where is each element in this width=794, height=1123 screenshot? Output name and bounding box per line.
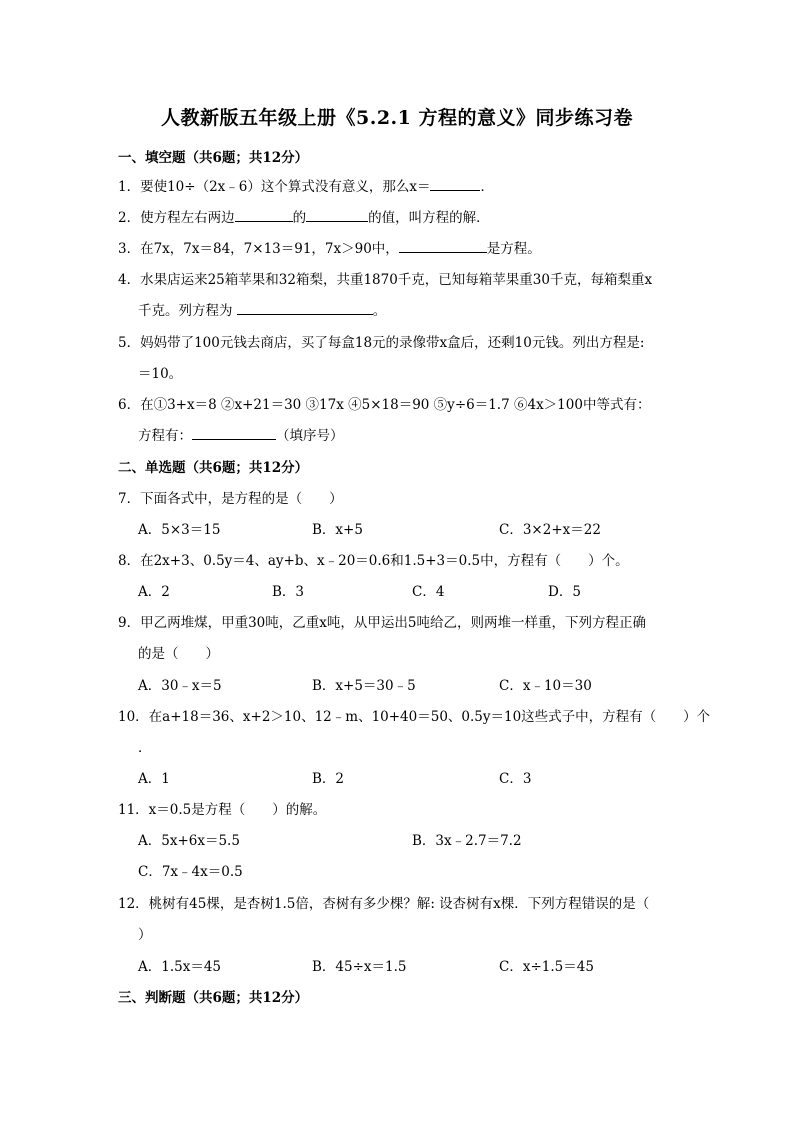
option-8-a[interactable]: A．2 [138, 584, 170, 600]
question-4-end: 。 [372, 303, 387, 319]
question-3 [118, 237, 541, 257]
option-11-b[interactable]: B．3x﹣2.7＝7.2 [412, 833, 522, 849]
option-10-c[interactable]: C．3 [499, 771, 532, 787]
question-9-line-2: 的是（ ） [138, 646, 219, 662]
question-2 [118, 206, 490, 226]
question-4-line-1: 4．水果店运来25箱苹果和32箱梨，共重1870千克，已知每箱苹果重30千克，每箱梨重x [118, 272, 653, 288]
question-2-text: 2．使方程左右两边 [118, 210, 235, 226]
question-6-line-2 [138, 424, 344, 444]
question-5-line-2: ＝10。 [138, 366, 183, 382]
option-8-b[interactable]: B．3 [272, 584, 305, 600]
question-4-text: 千克。列方程为 [138, 303, 237, 319]
option-12-a[interactable]: A．1.5x＝45 [138, 959, 222, 975]
section-single-choice: 二、单选题（共6题；共12分） [118, 460, 309, 476]
question-1 [118, 175, 494, 195]
option-7-b[interactable]: B．x+5 [312, 522, 363, 538]
option-12-b[interactable]: B．45÷x＝1.5 [312, 959, 407, 975]
question-11: 11．x＝0.5是方程（ ）的解。 [118, 802, 327, 818]
option-7-c[interactable]: C．3×2+x＝22 [499, 522, 601, 538]
question-5-line-1: 5．妈妈带了100元钱去商店，买了每盒18元的录像带x盒后，还剩10元钱。列出方程是: [118, 335, 645, 351]
question-6-end: （填序号） [276, 428, 344, 444]
question-6-line-1: 6．在①3+x＝8 ②x+21＝30 ③17x ④5×18＝90 ⑤y÷6＝1.7 ⑥4x＞100中等式有： [118, 397, 651, 413]
option-10-a[interactable]: A．1 [138, 771, 170, 787]
section-true-false: 三、判断题（共6题；共12分） [118, 990, 309, 1006]
question-10-line-2: ． [138, 740, 152, 756]
option-10-b[interactable]: B．2 [312, 771, 345, 787]
answer-blank[interactable] [306, 207, 368, 222]
option-9-a[interactable]: A．30﹣x＝5 [138, 678, 222, 694]
option-12-c[interactable]: C．x÷1.5＝45 [499, 959, 594, 975]
question-9-line-1: 9．甲乙两堆煤，甲重30吨，乙重x吨，从甲运出5吨给乙，则两堆一样重，下列方程正确 [118, 615, 646, 631]
question-12-line-2: ） [138, 927, 152, 943]
option-8-d[interactable]: D．5 [548, 584, 581, 600]
question-1-end: ． [480, 179, 494, 195]
option-11-a[interactable]: A．5x+6x＝5.5 [138, 833, 240, 849]
answer-blank[interactable] [192, 425, 276, 440]
option-9-b[interactable]: B．x+5＝30﹣5 [312, 678, 416, 694]
document-title: 人教新版五年级上册《5.2.1 方程的意义》同步练习卷 [160, 107, 633, 129]
answer-blank[interactable] [399, 238, 487, 253]
answer-blank[interactable] [237, 300, 373, 315]
section-fill-blank: 一、填空题（共6题；共12分） [118, 150, 309, 166]
option-8-c[interactable]: C．4 [412, 584, 445, 600]
question-2-mid: 的 [292, 210, 307, 226]
question-4-line-2 [138, 299, 386, 319]
question-6-text: 方程有： [138, 428, 192, 444]
question-10-line-1: 10．在a+18＝36、x+2＞10、12﹣m、10+40＝50、0.5y＝10这些式子中，方程有（ ）个 [118, 709, 711, 725]
question-2-end: 的值，叫方程的解． [368, 210, 490, 226]
option-9-c[interactable]: C．x﹣10＝30 [499, 678, 592, 694]
question-8: 8．在2x+3、0.5y＝4、ay+b、x﹣20＝0.6和1.5+3＝0.5中，方程有（ ）个。 [118, 553, 629, 569]
question-12-line-1: 12．桃树有45棵，是杏树1.5倍，杏树有多少棵？解: 设杏树有x棵．下列方程错误的是（ [118, 896, 650, 912]
question-3-text: 3．在7x，7x＝84，7×13＝91，7x＞90中， [118, 241, 399, 257]
question-3-end: 是方程。 [486, 241, 541, 257]
option-7-a[interactable]: A．5×3＝15 [138, 522, 221, 538]
answer-blank[interactable] [235, 207, 293, 222]
answer-blank[interactable] [430, 176, 480, 191]
option-11-c[interactable]: C．7x﹣4x＝0.5 [138, 864, 243, 880]
question-1-text: 1．要使10÷（2x﹣6）这个算式没有意义，那么x＝ [118, 179, 431, 195]
question-7: 7．下面各式中，是方程的是（ ） [118, 491, 343, 507]
